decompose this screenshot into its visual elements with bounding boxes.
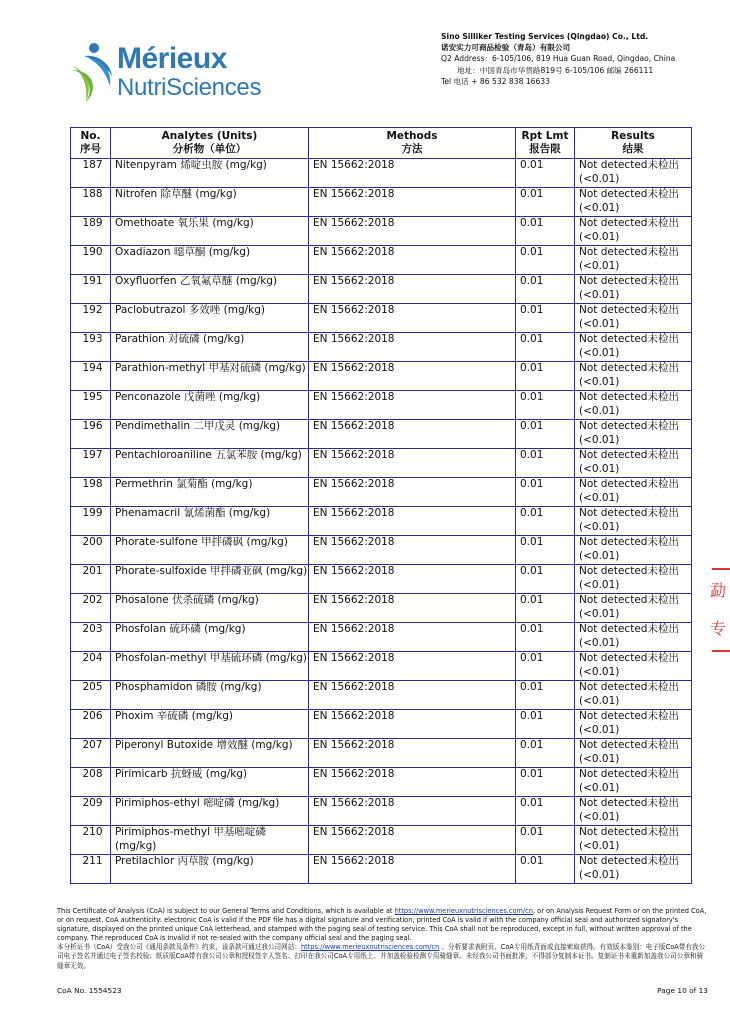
- cell-no: 205: [71, 681, 111, 710]
- cell-result: Not detected未检出(<0.01): [575, 304, 692, 333]
- table-row: [71, 362, 692, 391]
- cell-result: Not detected未检出(<0.01): [575, 507, 692, 536]
- cell-result: Not detected未检出(<0.01): [575, 536, 692, 565]
- cell-analyte: Parathion 对硫磷 (mg/kg): [111, 333, 309, 362]
- cell-analyte: Oxadiazon 噁草酮 (mg/kg): [111, 246, 309, 275]
- cell-method: EN 15662:2018: [309, 536, 516, 565]
- cell-method: EN 15662:2018: [309, 217, 516, 246]
- cell-analyte: Nitrofen 除草醚 (mg/kg): [111, 188, 309, 217]
- company-name-cn: 诺安实力可商品检验（青岛）有限公司: [441, 43, 571, 53]
- cell-method: EN 15662:2018: [309, 478, 516, 507]
- company-info: [441, 31, 721, 87]
- cell-method: EN 15662:2018: [309, 304, 516, 333]
- cell-rpt-lmt: 0.01: [516, 333, 575, 362]
- footer-disclaimer: [57, 907, 709, 971]
- table-row: [71, 855, 692, 884]
- table-row: [71, 768, 692, 797]
- company-address-en: Q2 Address：6-105/106, 819 Hua Guan Road, Qingdao, China: [441, 54, 676, 64]
- logo-line1: Mérieux: [117, 42, 227, 75]
- cell-analyte: Phosfolan-methyl 甲基硫环磷 (mg/kg): [111, 652, 309, 681]
- cell-no: 187: [71, 159, 111, 188]
- table-row: [71, 159, 692, 188]
- footer-en: This Certificate of Analysis (CoA) is subject to our General Terms and Conditions, which is available at https://www.merieuxnutrisciences.com/cn, or on Analysis Request Form or on the printed CoA, or on request. CoA authenticity: electronic CoA is valid if the PDF file has a digital signature and verification; printed CoA is valid if with the company official seal and authorized signatory's signature, displayed on the printed unique CoA letterhead, and stamped with the paging seal of testing service. This CoA shall not be reproduced, except in full, without written approval of the company. The reproduced CoA is invalid if not re-sealed with the company official seal and the paging seal.: [57, 907, 707, 943]
- cell-no: 195: [71, 391, 111, 420]
- table-row: [71, 188, 692, 217]
- cell-result: Not detected未检出(<0.01): [575, 333, 692, 362]
- cell-rpt-lmt: 0.01: [516, 275, 575, 304]
- cell-result: Not detected未检出(<0.01): [575, 826, 692, 855]
- cell-result: Not detected未检出(<0.01): [575, 159, 692, 188]
- company-logo: [66, 42, 262, 104]
- table-row: [71, 826, 692, 855]
- table-row: [71, 565, 692, 594]
- table-row: [71, 739, 692, 768]
- cell-rpt-lmt: 0.01: [516, 420, 575, 449]
- cell-rpt-lmt: 0.01: [516, 159, 575, 188]
- cell-rpt-lmt: 0.01: [516, 652, 575, 681]
- cell-no: 210: [71, 826, 111, 855]
- cell-method: EN 15662:2018: [309, 565, 516, 594]
- cell-rpt-lmt: 0.01: [516, 304, 575, 333]
- cell-no: 188: [71, 188, 111, 217]
- cell-analyte: Permethrin 氯菊酯 (mg/kg): [111, 478, 309, 507]
- cell-no: 206: [71, 710, 111, 739]
- cell-no: 209: [71, 797, 111, 826]
- cell-rpt-lmt: 0.01: [516, 391, 575, 420]
- cell-rpt-lmt: 0.01: [516, 246, 575, 275]
- cell-result: Not detected未检出(<0.01): [575, 449, 692, 478]
- cell-analyte: Pendimethalin 二甲戊灵 (mg/kg): [111, 420, 309, 449]
- cell-no: 198: [71, 478, 111, 507]
- cell-analyte: Phoxim 辛硫磷 (mg/kg): [111, 710, 309, 739]
- cell-method: EN 15662:2018: [309, 826, 516, 855]
- paging-seal: 勐 专: [708, 560, 730, 660]
- page-number: Page 10 of 13: [657, 986, 708, 995]
- table-row: [71, 536, 692, 565]
- cell-method: EN 15662:2018: [309, 188, 516, 217]
- cell-analyte: Phorate-sulfone 甲拌磷砜 (mg/kg): [111, 536, 309, 565]
- cell-analyte: Parathion-methyl 甲基对硫磷 (mg/kg): [111, 362, 309, 391]
- cell-analyte: Omethoate 氧乐果 (mg/kg): [111, 217, 309, 246]
- cell-method: EN 15662:2018: [309, 797, 516, 826]
- header-analyte: Analytes (Units) 分析物（单位）: [111, 128, 309, 159]
- header-no: No. 序号: [71, 128, 111, 159]
- cell-result: Not detected未检出(<0.01): [575, 594, 692, 623]
- cell-result: Not detected未检出(<0.01): [575, 652, 692, 681]
- logo-leaf-icon: [66, 42, 116, 104]
- cell-no: 203: [71, 623, 111, 652]
- cell-analyte: Pirimiphos-methyl 甲基嘧啶磷 (mg/kg): [111, 826, 309, 855]
- cell-no: 192: [71, 304, 111, 333]
- cell-analyte: Pirimicarb 抗蚜威 (mg/kg): [111, 768, 309, 797]
- cell-method: EN 15662:2018: [309, 507, 516, 536]
- cell-result: Not detected未检出(<0.01): [575, 420, 692, 449]
- cell-analyte: Pentachloroaniline 五氯苯胺 (mg/kg): [111, 449, 309, 478]
- table-row: [71, 420, 692, 449]
- company-tel: Tel 电话 + 86 532 838 16633: [441, 76, 550, 86]
- table-row: [71, 217, 692, 246]
- cell-result: Not detected未检出(<0.01): [575, 391, 692, 420]
- cell-rpt-lmt: 0.01: [516, 594, 575, 623]
- cell-analyte: Phorate-sulfoxide 甲拌磷亚砜 (mg/kg): [111, 565, 309, 594]
- cell-method: EN 15662:2018: [309, 710, 516, 739]
- table-row: [71, 652, 692, 681]
- cell-no: 207: [71, 739, 111, 768]
- cell-method: EN 15662:2018: [309, 275, 516, 304]
- cell-analyte: Oxyfluorfen 乙氧氟草醚 (mg/kg): [111, 275, 309, 304]
- cell-no: 199: [71, 507, 111, 536]
- cell-result: Not detected未检出(<0.01): [575, 797, 692, 826]
- cell-result: Not detected未检出(<0.01): [575, 217, 692, 246]
- cell-analyte: Piperonyl Butoxide 增效醚 (mg/kg): [111, 739, 309, 768]
- table-row: [71, 246, 692, 275]
- cell-rpt-lmt: 0.01: [516, 826, 575, 855]
- terms-link[interactable]: https://www.merieuxnutrisciences.com/cn: [394, 907, 533, 915]
- cell-method: EN 15662:2018: [309, 449, 516, 478]
- cell-result: Not detected未检出(<0.01): [575, 362, 692, 391]
- cell-no: 193: [71, 333, 111, 362]
- cell-rpt-lmt: 0.01: [516, 855, 575, 884]
- table-row: [71, 623, 692, 652]
- cell-method: EN 15662:2018: [309, 362, 516, 391]
- table-row: [71, 797, 692, 826]
- cell-analyte: Nitenpyram 烯啶虫胺 (mg/kg): [111, 159, 309, 188]
- table-row: [71, 391, 692, 420]
- cell-analyte: Pretilachlor 丙草胺 (mg/kg): [111, 855, 309, 884]
- table-row: [71, 449, 692, 478]
- cell-method: EN 15662:2018: [309, 159, 516, 188]
- cell-analyte: Paclobutrazol 多效唑 (mg/kg): [111, 304, 309, 333]
- results-table: [70, 127, 692, 884]
- table-row: [71, 275, 692, 304]
- cell-method: EN 15662:2018: [309, 333, 516, 362]
- cell-rpt-lmt: 0.01: [516, 739, 575, 768]
- table-row: [71, 594, 692, 623]
- cell-result: Not detected未检出(<0.01): [575, 246, 692, 275]
- cell-no: 197: [71, 449, 111, 478]
- cell-method: EN 15662:2018: [309, 594, 516, 623]
- cell-method: EN 15662:2018: [309, 681, 516, 710]
- cell-no: 202: [71, 594, 111, 623]
- cell-no: 194: [71, 362, 111, 391]
- cell-no: 211: [71, 855, 111, 884]
- cell-rpt-lmt: 0.01: [516, 449, 575, 478]
- table-row: [71, 333, 692, 362]
- cell-method: EN 15662:2018: [309, 391, 516, 420]
- cell-result: Not detected未检出(<0.01): [575, 710, 692, 739]
- cell-result: Not detected未检出(<0.01): [575, 768, 692, 797]
- cell-rpt-lmt: 0.01: [516, 565, 575, 594]
- cell-analyte: Phosfolan 硫环磷 (mg/kg): [111, 623, 309, 652]
- cell-result: Not detected未检出(<0.01): [575, 855, 692, 884]
- company-name-en: Sino Silliker Testing Services (Qingdao) Co., Ltd.: [441, 32, 649, 41]
- table-row: [71, 478, 692, 507]
- cell-method: EN 15662:2018: [309, 246, 516, 275]
- cell-analyte: Phosphamidon 磷胺 (mg/kg): [111, 681, 309, 710]
- cell-method: EN 15662:2018: [309, 855, 516, 884]
- cell-no: 208: [71, 768, 111, 797]
- table-header-row: [71, 128, 692, 159]
- terms-link-cn[interactable]: https://www.merieuxnutrisciences.com/cn: [300, 943, 440, 952]
- header-rpt-lmt: Rpt Lmt 报告限: [516, 128, 575, 159]
- cell-no: 196: [71, 420, 111, 449]
- cell-rpt-lmt: 0.01: [516, 478, 575, 507]
- company-address-cn: 地址：中国青岛市华贯路819号 6-105/106 邮编 266111: [457, 65, 654, 75]
- cell-rpt-lmt: 0.01: [516, 797, 575, 826]
- cell-result: Not detected未检出(<0.01): [575, 188, 692, 217]
- cell-no: 201: [71, 565, 111, 594]
- cell-rpt-lmt: 0.01: [516, 623, 575, 652]
- cell-rpt-lmt: 0.01: [516, 710, 575, 739]
- cell-rpt-lmt: 0.01: [516, 362, 575, 391]
- cell-no: 191: [71, 275, 111, 304]
- table-row: [71, 304, 692, 333]
- table-row: [71, 681, 692, 710]
- cell-rpt-lmt: 0.01: [516, 536, 575, 565]
- cell-rpt-lmt: 0.01: [516, 188, 575, 217]
- cell-result: Not detected未检出(<0.01): [575, 623, 692, 652]
- cell-result: Not detected未检出(<0.01): [575, 275, 692, 304]
- cell-result: Not detected未检出(<0.01): [575, 681, 692, 710]
- coa-number: CoA No. 1554523: [57, 986, 122, 995]
- cell-no: 204: [71, 652, 111, 681]
- cell-method: EN 15662:2018: [309, 652, 516, 681]
- cell-analyte: Phenamacril 氰烯菌酯 (mg/kg): [111, 507, 309, 536]
- cell-method: EN 15662:2018: [309, 739, 516, 768]
- cell-no: 189: [71, 217, 111, 246]
- cell-method: EN 15662:2018: [309, 420, 516, 449]
- cell-no: 190: [71, 246, 111, 275]
- table-row: [71, 710, 692, 739]
- cell-analyte: Penconazole 戊菌唑 (mg/kg): [111, 391, 309, 420]
- cell-method: EN 15662:2018: [309, 623, 516, 652]
- cell-analyte: Phosalone 伏杀硫磷 (mg/kg): [111, 594, 309, 623]
- cell-no: 200: [71, 536, 111, 565]
- cell-rpt-lmt: 0.01: [516, 507, 575, 536]
- cell-rpt-lmt: 0.01: [516, 217, 575, 246]
- cell-method: EN 15662:2018: [309, 768, 516, 797]
- table-body: [71, 159, 692, 884]
- footer-cn: 本分析证书（CoA）受我公司《通用条款及条件》约束，该条款可通过我公司网站：https://www.merieuxnutrisciences.com/cn 、分析要求表附页、CoA专用纸背面或直接索取获得。有效版本鉴别：电子版CoA带有我公司电子签名并通过电子签名校验；纸质版CoA带有我公司公章和授权签字人签名、打印在我公司CoA专用纸上、并加盖检验检测专用骑缝章。未经我公司书面批准，不得部分复制本证书。复制证书未重新加盖我公司公章和骑缝章无效。: [57, 943, 706, 970]
- table-row: [71, 507, 692, 536]
- logo-line2: NutriSciences: [117, 74, 262, 101]
- cell-rpt-lmt: 0.01: [516, 768, 575, 797]
- header-method: Methods 方法: [309, 128, 516, 159]
- cell-result: Not detected未检出(<0.01): [575, 565, 692, 594]
- header-results: Results 结果: [575, 128, 692, 159]
- cell-rpt-lmt: 0.01: [516, 681, 575, 710]
- cell-result: Not detected未检出(<0.01): [575, 478, 692, 507]
- cell-analyte: Pirimiphos-ethyl 嘧啶磷 (mg/kg): [111, 797, 309, 826]
- cell-result: Not detected未检出(<0.01): [575, 739, 692, 768]
